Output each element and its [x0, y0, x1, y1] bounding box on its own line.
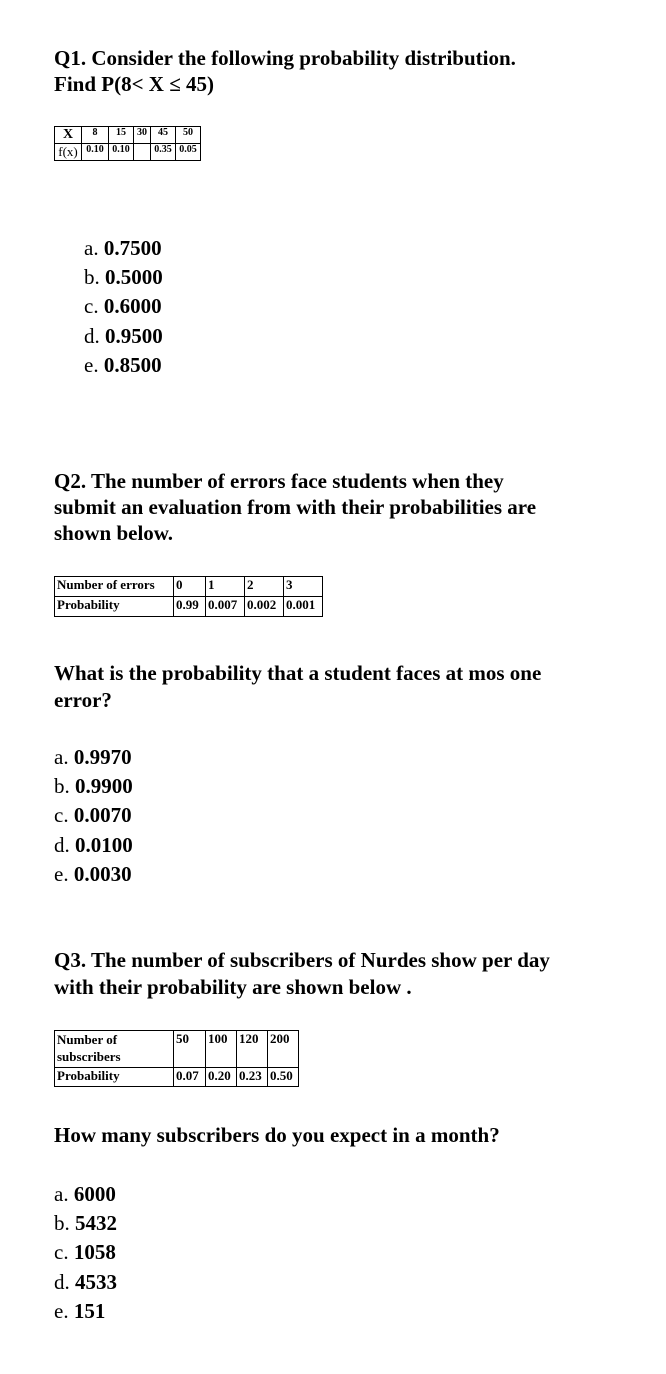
option-letter: e. [54, 1298, 74, 1323]
option-value: 5432 [75, 1211, 117, 1236]
table-cell: 1 [206, 577, 245, 597]
option-value: 0.7500 [103, 236, 162, 260]
q3-options [54, 1180, 117, 1326]
option-value: 0.9900 [75, 774, 133, 799]
q2-title-line3: shown below. [54, 521, 174, 545]
option-letter: a. [54, 745, 74, 769]
option-letter: a. [54, 1182, 74, 1206]
table-cell: 0.35 [151, 144, 176, 161]
table-cell: 0.007 [206, 597, 245, 617]
q2-option-d[interactable] [54, 831, 133, 860]
option-value: 0.0070 [73, 803, 132, 828]
q1-title [54, 45, 634, 97]
option-letter: d. [54, 832, 75, 857]
q2-question-line1: What is the probability that a student faces at mos one [54, 661, 542, 685]
q1-title-line1: Q1. Consider the following probability distribution. [54, 46, 516, 70]
table-cell: 0.10 [109, 144, 134, 161]
table-cell: X [55, 127, 82, 144]
q3-distribution-table [54, 1030, 299, 1087]
table-cell: 0.50 [268, 1068, 299, 1087]
option-letter: c. [54, 803, 74, 828]
table-cell: 0.05 [176, 144, 201, 161]
q3-title-line1: Q3. The number of subscribers of Nurdes show per day [54, 948, 550, 972]
option-letter: d. [54, 1269, 75, 1294]
q3-option-a[interactable] [54, 1180, 117, 1209]
table-cell: 200 [268, 1031, 299, 1068]
option-letter: c. [54, 1240, 74, 1265]
option-value: 0.9500 [105, 323, 163, 348]
q2-title [54, 468, 634, 546]
q3-option-c[interactable] [54, 1238, 117, 1267]
option-value: 151 [73, 1298, 106, 1323]
table-cell: 0.20 [206, 1068, 237, 1087]
q3-option-e[interactable] [54, 1297, 117, 1326]
option-value: 0.0100 [75, 832, 133, 857]
table-cell: Probability [55, 597, 174, 617]
option-letter: b. [54, 1211, 75, 1236]
q3-label-line1: Number of [57, 1032, 118, 1047]
q3-option-d[interactable] [54, 1268, 117, 1297]
table-cell: 0 [174, 577, 206, 597]
q2-options [54, 743, 133, 889]
q1-option-c[interactable] [84, 292, 163, 321]
q2-option-b[interactable] [54, 772, 133, 801]
table-cell: 0.99 [174, 597, 206, 617]
table-cell: 45 [151, 127, 176, 144]
option-value: 0.6000 [103, 294, 162, 319]
option-letter: d. [84, 323, 105, 348]
q1-title-line2: Find P(8< X ≤ 45) [54, 72, 214, 96]
table-row [55, 144, 201, 161]
table-cell: 30 [134, 127, 151, 144]
q1-option-a[interactable] [84, 234, 163, 263]
q1-options [84, 234, 163, 380]
table-cell: 3 [284, 577, 323, 597]
option-value: 6000 [73, 1182, 116, 1206]
table-cell: 50 [176, 127, 201, 144]
table-cell: 100 [206, 1031, 237, 1068]
q1-option-e[interactable] [84, 351, 163, 380]
table-cell: Probability [55, 1068, 174, 1087]
option-letter: b. [54, 774, 75, 799]
option-value: 0.0030 [73, 861, 132, 886]
table-cell: 0.23 [237, 1068, 268, 1087]
q3-label-line2: subscribers [57, 1049, 121, 1064]
table-cell: 0.001 [284, 597, 323, 617]
table-row [55, 1068, 299, 1087]
table-cell: 0.10 [82, 144, 109, 161]
option-letter: a. [84, 236, 104, 260]
table-cell: 0.002 [245, 597, 284, 617]
q2-title-line2: submit an evaluation from with their probabilities are [54, 495, 537, 519]
q3-title [54, 947, 634, 1001]
option-letter: c. [84, 294, 104, 319]
table-cell: f(x) [55, 144, 82, 161]
table-cell: 2 [245, 577, 284, 597]
table-cell: 0.07 [174, 1068, 206, 1087]
q3-title-line2: with their probability are shown below . [54, 975, 412, 999]
table-cell [55, 1031, 174, 1068]
q3-question [54, 1122, 634, 1149]
q2-option-a[interactable] [54, 743, 133, 772]
option-letter: e. [54, 861, 74, 886]
q2-question-line2: error? [54, 688, 112, 712]
q2-title-line1: Q2. The number of errors face students when they [54, 469, 504, 493]
table-cell: 15 [109, 127, 134, 144]
q3-option-b[interactable] [54, 1209, 117, 1238]
q1-option-d[interactable] [84, 322, 163, 351]
option-letter: e. [84, 352, 104, 377]
q3-question-line1: How many subscribers do you expect in a month? [54, 1123, 500, 1147]
table-cell: 50 [174, 1031, 206, 1068]
table-cell: 8 [82, 127, 109, 144]
table-row [55, 577, 323, 597]
table-row [55, 127, 201, 144]
option-value: 0.5000 [105, 265, 163, 290]
q2-option-c[interactable] [54, 801, 133, 830]
option-value: 0.9970 [73, 745, 132, 769]
option-value: 4533 [75, 1269, 117, 1294]
table-cell [134, 144, 151, 161]
q2-question [54, 660, 634, 714]
option-value: 1058 [73, 1240, 116, 1265]
q1-distribution-table [54, 126, 201, 161]
table-cell: Number of errors [55, 577, 174, 597]
option-value: 0.8500 [103, 352, 162, 377]
option-letter: b. [84, 265, 105, 290]
q2-option-e[interactable] [54, 860, 133, 889]
table-cell: 120 [237, 1031, 268, 1068]
q1-option-b[interactable] [84, 263, 163, 292]
table-row [55, 1031, 299, 1068]
q2-distribution-table [54, 576, 323, 617]
table-row [55, 597, 323, 617]
